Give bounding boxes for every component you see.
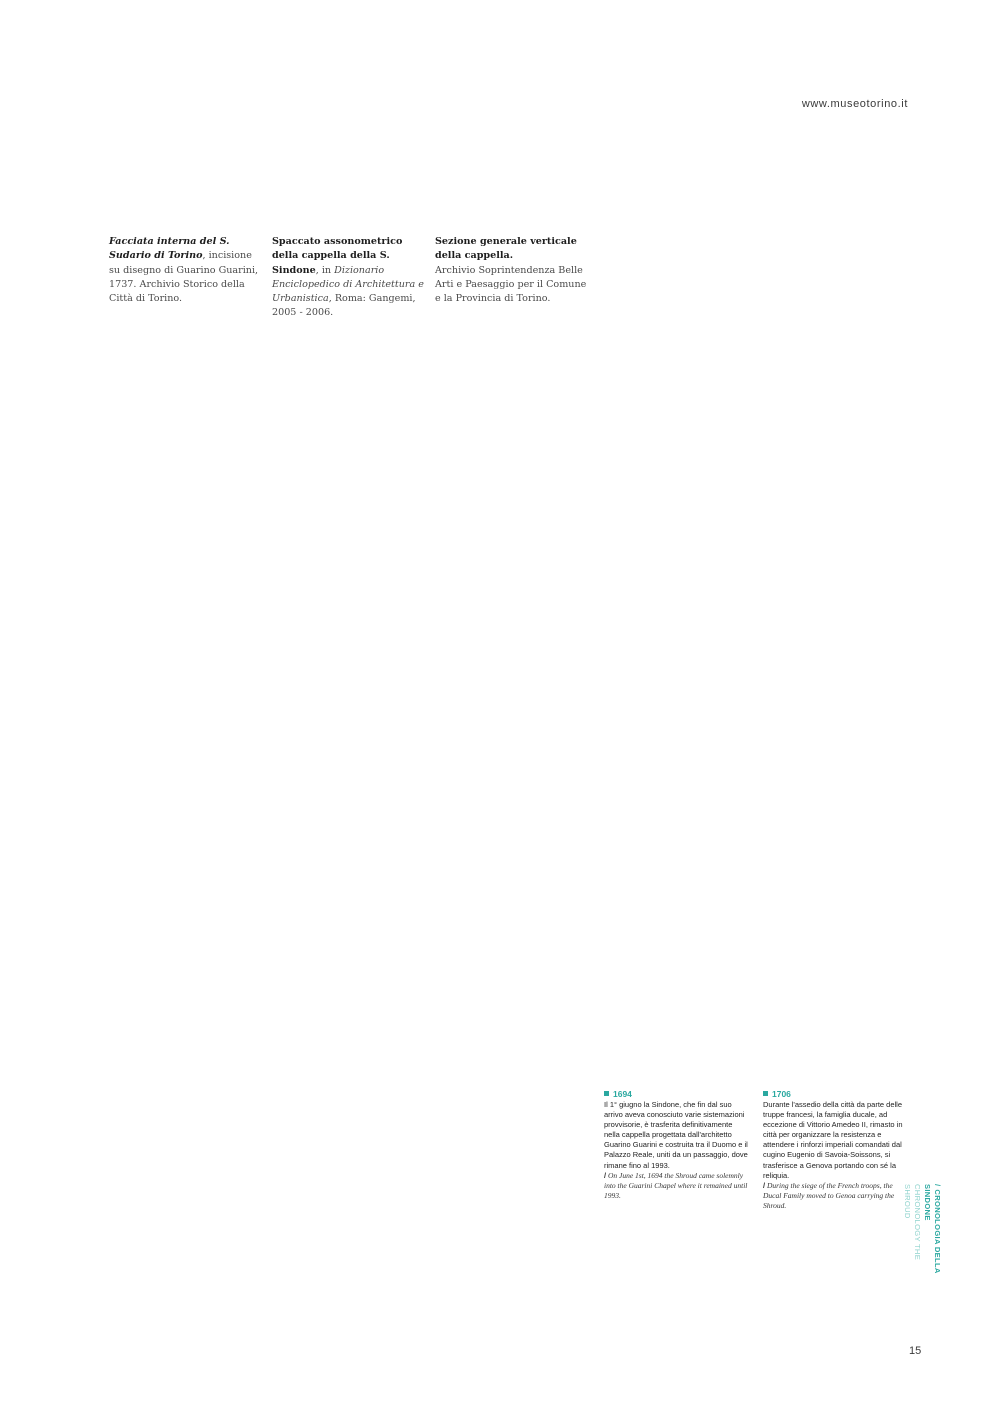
caption-text: Archivio Soprintendenza Belle Arti e Paesaggio per il Comune e la Provincia di Torino. [435, 264, 587, 305]
caption-facciata [109, 235, 261, 306]
square-bullet-icon [604, 1091, 609, 1096]
caption-title: Spaccato assonometrico della cappella della S. Sindone [272, 236, 403, 276]
chronology-year: 1694 [604, 1089, 750, 1100]
section-side-label [904, 1184, 942, 1292]
side-label-en: CHRONOLOGY THE SHROUD [903, 1184, 922, 1261]
chronology-entry-1694 [604, 1089, 750, 1201]
slash-icon: / [933, 1184, 942, 1187]
chronology-year: 1706 [763, 1089, 909, 1100]
chronology-text-it: Durante l'assedio della città da parte delle truppe francesi, la famiglia ducale, ad eccezione di Vittorio Amedeo II, rimasto in città per organizzare la resistenza e attendere i rinforzi imperiali comandati dal cugino Eugenio di Savoia-Soissons, si trasferisce a Genova portando con sé la reliquia. [763, 1100, 903, 1180]
page-number: 15 [909, 1345, 922, 1357]
caption-title: Sezione generale verticale della cappella. [435, 236, 577, 262]
side-label-it: /CRONOLOGIA DELLA SINDONE [923, 1184, 942, 1274]
slash-icon: / [604, 1170, 607, 1180]
caption-source-title: Dizionario Enciclopedico di Architettura e Urbanistica [272, 264, 424, 305]
caption-sezione [435, 235, 587, 306]
chronology-text-en: / On June 1st, 1694 the Shroud came solemnly into the Guarini Chapel where it remained until 1993. [604, 1170, 748, 1200]
slash-icon: / [763, 1180, 766, 1190]
caption-text: , in [315, 264, 335, 276]
caption-text: , Roma: Gangemi, 2005 - 2006. [272, 293, 416, 319]
chronology-text-it: Il 1° giugno la Sindone, che fin dal suo arrivo aveva conosciuto varie sistemazioni provvisorie, è trasferita definitivamente nella cappella progettata dall'architetto Guarino Guarini e costruita tra il Duomo e il Palazzo Reale, uniti da un passaggio, dove rimane fino al 1993. [604, 1100, 748, 1170]
website-url: www.museotorino.it [801, 98, 908, 110]
caption-spaccato [272, 235, 424, 321]
chronology-entry-1706 [763, 1089, 909, 1211]
caption-text: , incisione su disegno di Guarino Guarini, 1737. Archivio Storico della Città di Torino. [109, 250, 259, 305]
caption-title: Facciata interna del S. Sudario di Torino [109, 236, 230, 262]
square-bullet-icon [763, 1091, 768, 1096]
chronology-text-en: / During the siege of the French troops, the Ducal Family moved to Genoa carrying the Shroud. [763, 1180, 895, 1210]
